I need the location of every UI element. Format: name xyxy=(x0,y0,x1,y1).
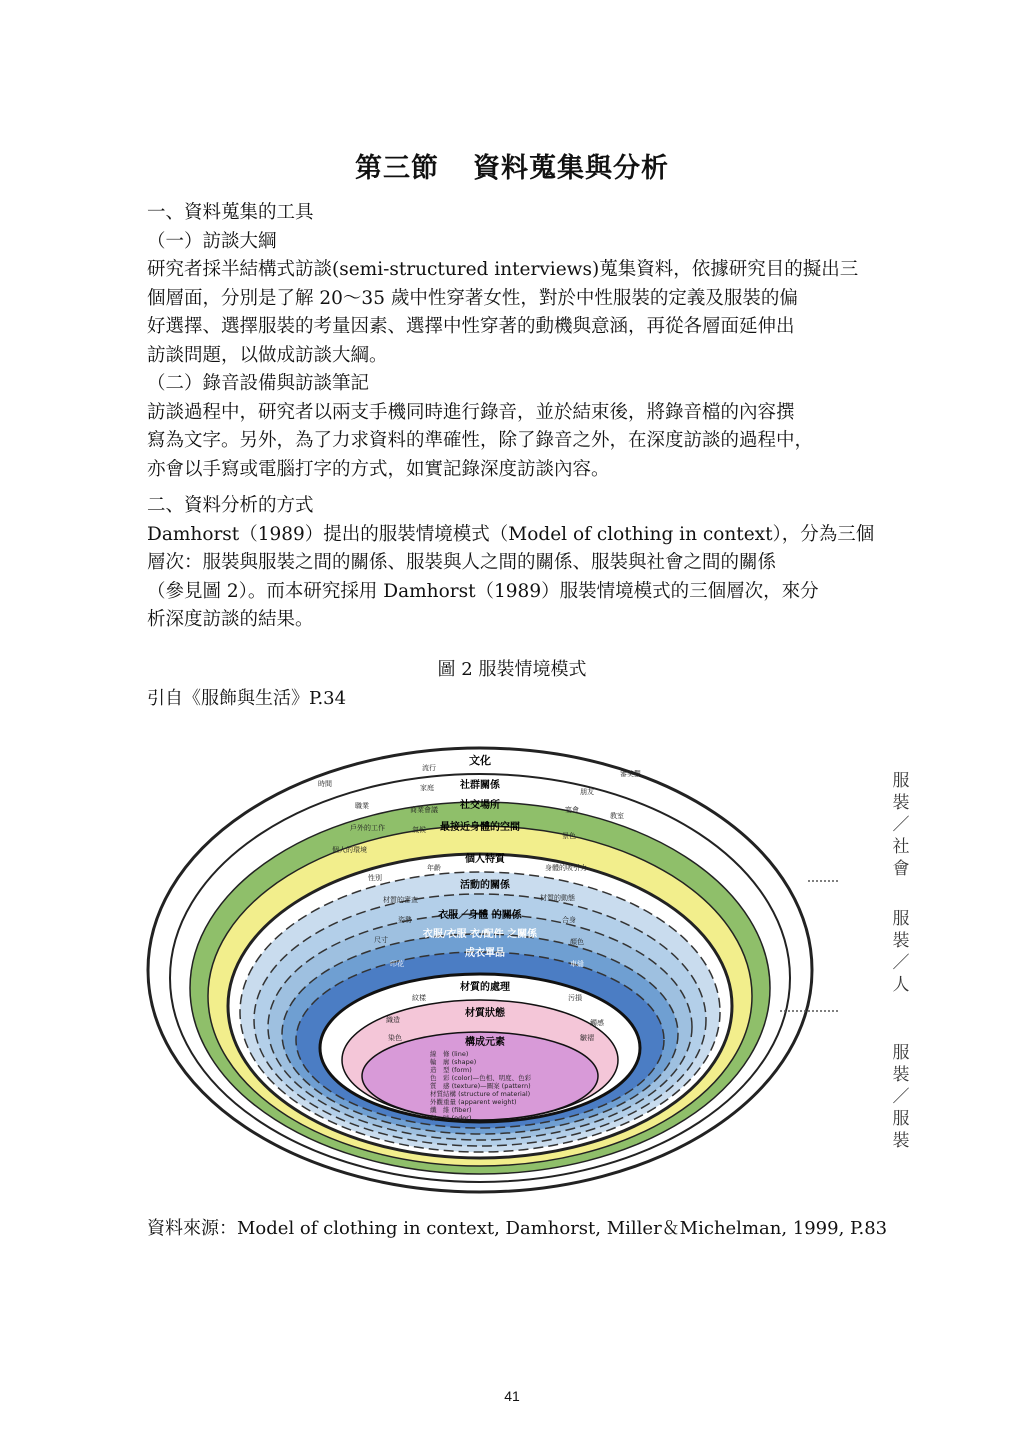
word-pattern: 紋樣 xyxy=(412,994,426,1002)
word-job: 職業 xyxy=(355,802,369,810)
word-hand: 觸感 xyxy=(590,1019,604,1027)
title-section-name: 資料蒐集與分析 xyxy=(473,153,669,184)
figure-source: 資料來源：Model of clothing in context, Damhorst, Miller＆Michelman, 1999, P.83 xyxy=(147,1218,888,1239)
word-fashion: 流行 xyxy=(422,764,436,772)
label-personal-trait: 個人特質 xyxy=(465,854,505,865)
figure-citation: 引自《服飾與生活》P.34 xyxy=(147,688,347,709)
element-item: 線 條 (line) xyxy=(430,1050,469,1058)
clothing-context-diagram xyxy=(140,740,840,1200)
word-work: 戶外的工作 xyxy=(350,824,385,832)
element-item: 色 彩 (color)—色相、明度、色彩 xyxy=(430,1074,532,1082)
word-wash: 污損 xyxy=(568,994,582,1002)
word-stitch: 車縫 xyxy=(570,960,584,968)
label-material-state: 材質狀態 xyxy=(465,1008,505,1019)
paragraph-line: 亦會以手寫或電腦打字的方式，如實記錄深度訪談內容。 xyxy=(147,458,610,480)
side-label-clothing-clothing: 服 裝 ／ 服 裝 xyxy=(892,1043,910,1151)
element-item: 氣 味 (odor) xyxy=(430,1114,472,1122)
subsection-2-heading: （二）錄音設備與訪談筆記 xyxy=(147,373,370,394)
page-number: 41 xyxy=(504,1388,520,1404)
word-dye: 染色 xyxy=(388,1034,402,1042)
word-fiber-w: 織造 xyxy=(386,1016,400,1024)
title-section-number: 第三節 xyxy=(355,153,439,184)
paragraph-line: 訪談過程中，研究者以兩支手機同時進行錄音，並於結束後，將錄音檔的內容撰 xyxy=(147,401,795,423)
paragraph-line: 寫為文字。另外，為了力求資料的準確性，除了錄音之外，在深度訪談的過程中， xyxy=(147,430,814,451)
element-item: 質 感 (texture)—圖案 (pattern) xyxy=(430,1082,531,1090)
word-climate: 氣候 xyxy=(412,826,426,834)
word-family: 家庭 xyxy=(420,784,434,792)
word-era: 時間 xyxy=(318,780,332,788)
word-attraction: 身體的吸引力 xyxy=(545,864,587,872)
paragraph-line: 研究者採半結構式訪談(semi-structured interviews)蒐集資料，依據研究目的擬出三 xyxy=(147,259,859,280)
side-label-clothing-society: 服 裝 ／ 社 會 xyxy=(892,771,910,879)
word-commerce: 商業會議 xyxy=(410,806,438,814)
word-posture: 姿勢 xyxy=(398,916,412,924)
paragraph-line: 層次：服裝與服裝之間的關係、服裝與人之間的關係、服裝與社會之間的關係 xyxy=(147,552,777,573)
section-1-heading: 一、資料蒐集的工具 xyxy=(147,202,314,223)
word-print: 印花 xyxy=(390,960,404,968)
word-age: 年齡 xyxy=(427,864,441,872)
paragraph-line: Damhorst（1989）提出的服裝情境模式（Model of clothing in context），分為三個 xyxy=(147,523,875,545)
label-clothing-body: 衣服／身體 的關係 xyxy=(438,910,522,921)
element-item: 輪 廓 (shape) xyxy=(430,1058,477,1066)
word-gender: 性別 xyxy=(368,874,382,882)
label-elements: 構成元素 xyxy=(465,1037,505,1048)
element-item: 材質結構 (structure of material) xyxy=(430,1090,531,1098)
section-2 xyxy=(147,492,887,635)
word-layer: 顏色 xyxy=(570,938,584,946)
word-banquet: 宴會 xyxy=(565,806,579,814)
paragraph-line: 個層面，分別是了解 20～35 歲中性穿著女性，對於中性服裝的定義及服裝的偏 xyxy=(147,287,798,309)
label-clothing-accessory: 衣服/衣服 衣/配件 之關係 xyxy=(422,929,538,940)
word-social-ctx: 材質的審查 xyxy=(383,896,418,904)
word-values: 審美觀 xyxy=(620,770,641,778)
label-near-space: 最接近身體的空間 xyxy=(440,822,520,833)
word-texture-touch: 合身 xyxy=(562,916,576,924)
paragraph-line: 訪談問題，以做成訪談大綱。 xyxy=(147,344,388,366)
element-item: 纖 維 (fiber) xyxy=(430,1106,472,1114)
word-move: 材質的動態 xyxy=(540,894,575,902)
page-title xyxy=(0,146,1024,185)
label-social-relation: 社群關係 xyxy=(460,780,500,791)
word-school: 教室 xyxy=(610,812,624,820)
subsection-1-heading: （一）訪談大綱 xyxy=(147,230,277,252)
word-color-near: 景色 xyxy=(562,832,576,840)
section-2-heading: 二、資料分析的方式 xyxy=(147,495,314,516)
label-activity: 活動的關係 xyxy=(460,880,510,891)
side-label-clothing-person: 服 裝 ／ 人 xyxy=(892,909,910,995)
word-friends: 朋友 xyxy=(580,788,594,796)
label-ensemble: 成衣單品 xyxy=(465,948,505,959)
label-social-place: 社交場所 xyxy=(460,800,500,811)
paragraph-line: 析深度訪談的結果。 xyxy=(147,609,314,630)
word-size: 尺寸 xyxy=(374,936,388,944)
element-item: 造 型 (form) xyxy=(430,1066,472,1074)
section-1 xyxy=(147,199,887,484)
label-material-processing: 材質的處理 xyxy=(460,982,510,993)
element-item: 外觀重量 (apparent weight) xyxy=(430,1098,517,1106)
word-environment: 個人的環境 xyxy=(332,846,367,854)
paragraph-line: （參見圖 2）。而本研究採用 Damhorst（1989）服裝情境模式的三個層次，來分 xyxy=(147,580,819,602)
paragraph-line: 好選擇、選擇服裝的考量因素、選擇中性穿著的動機與意涵，再從各層面延伸出 xyxy=(147,316,795,337)
word-wrinkle: 皺褶 xyxy=(580,1034,594,1042)
figure-caption: 圖 2 服裝情境模式 xyxy=(437,659,587,680)
label-culture: 文化 xyxy=(469,754,491,767)
